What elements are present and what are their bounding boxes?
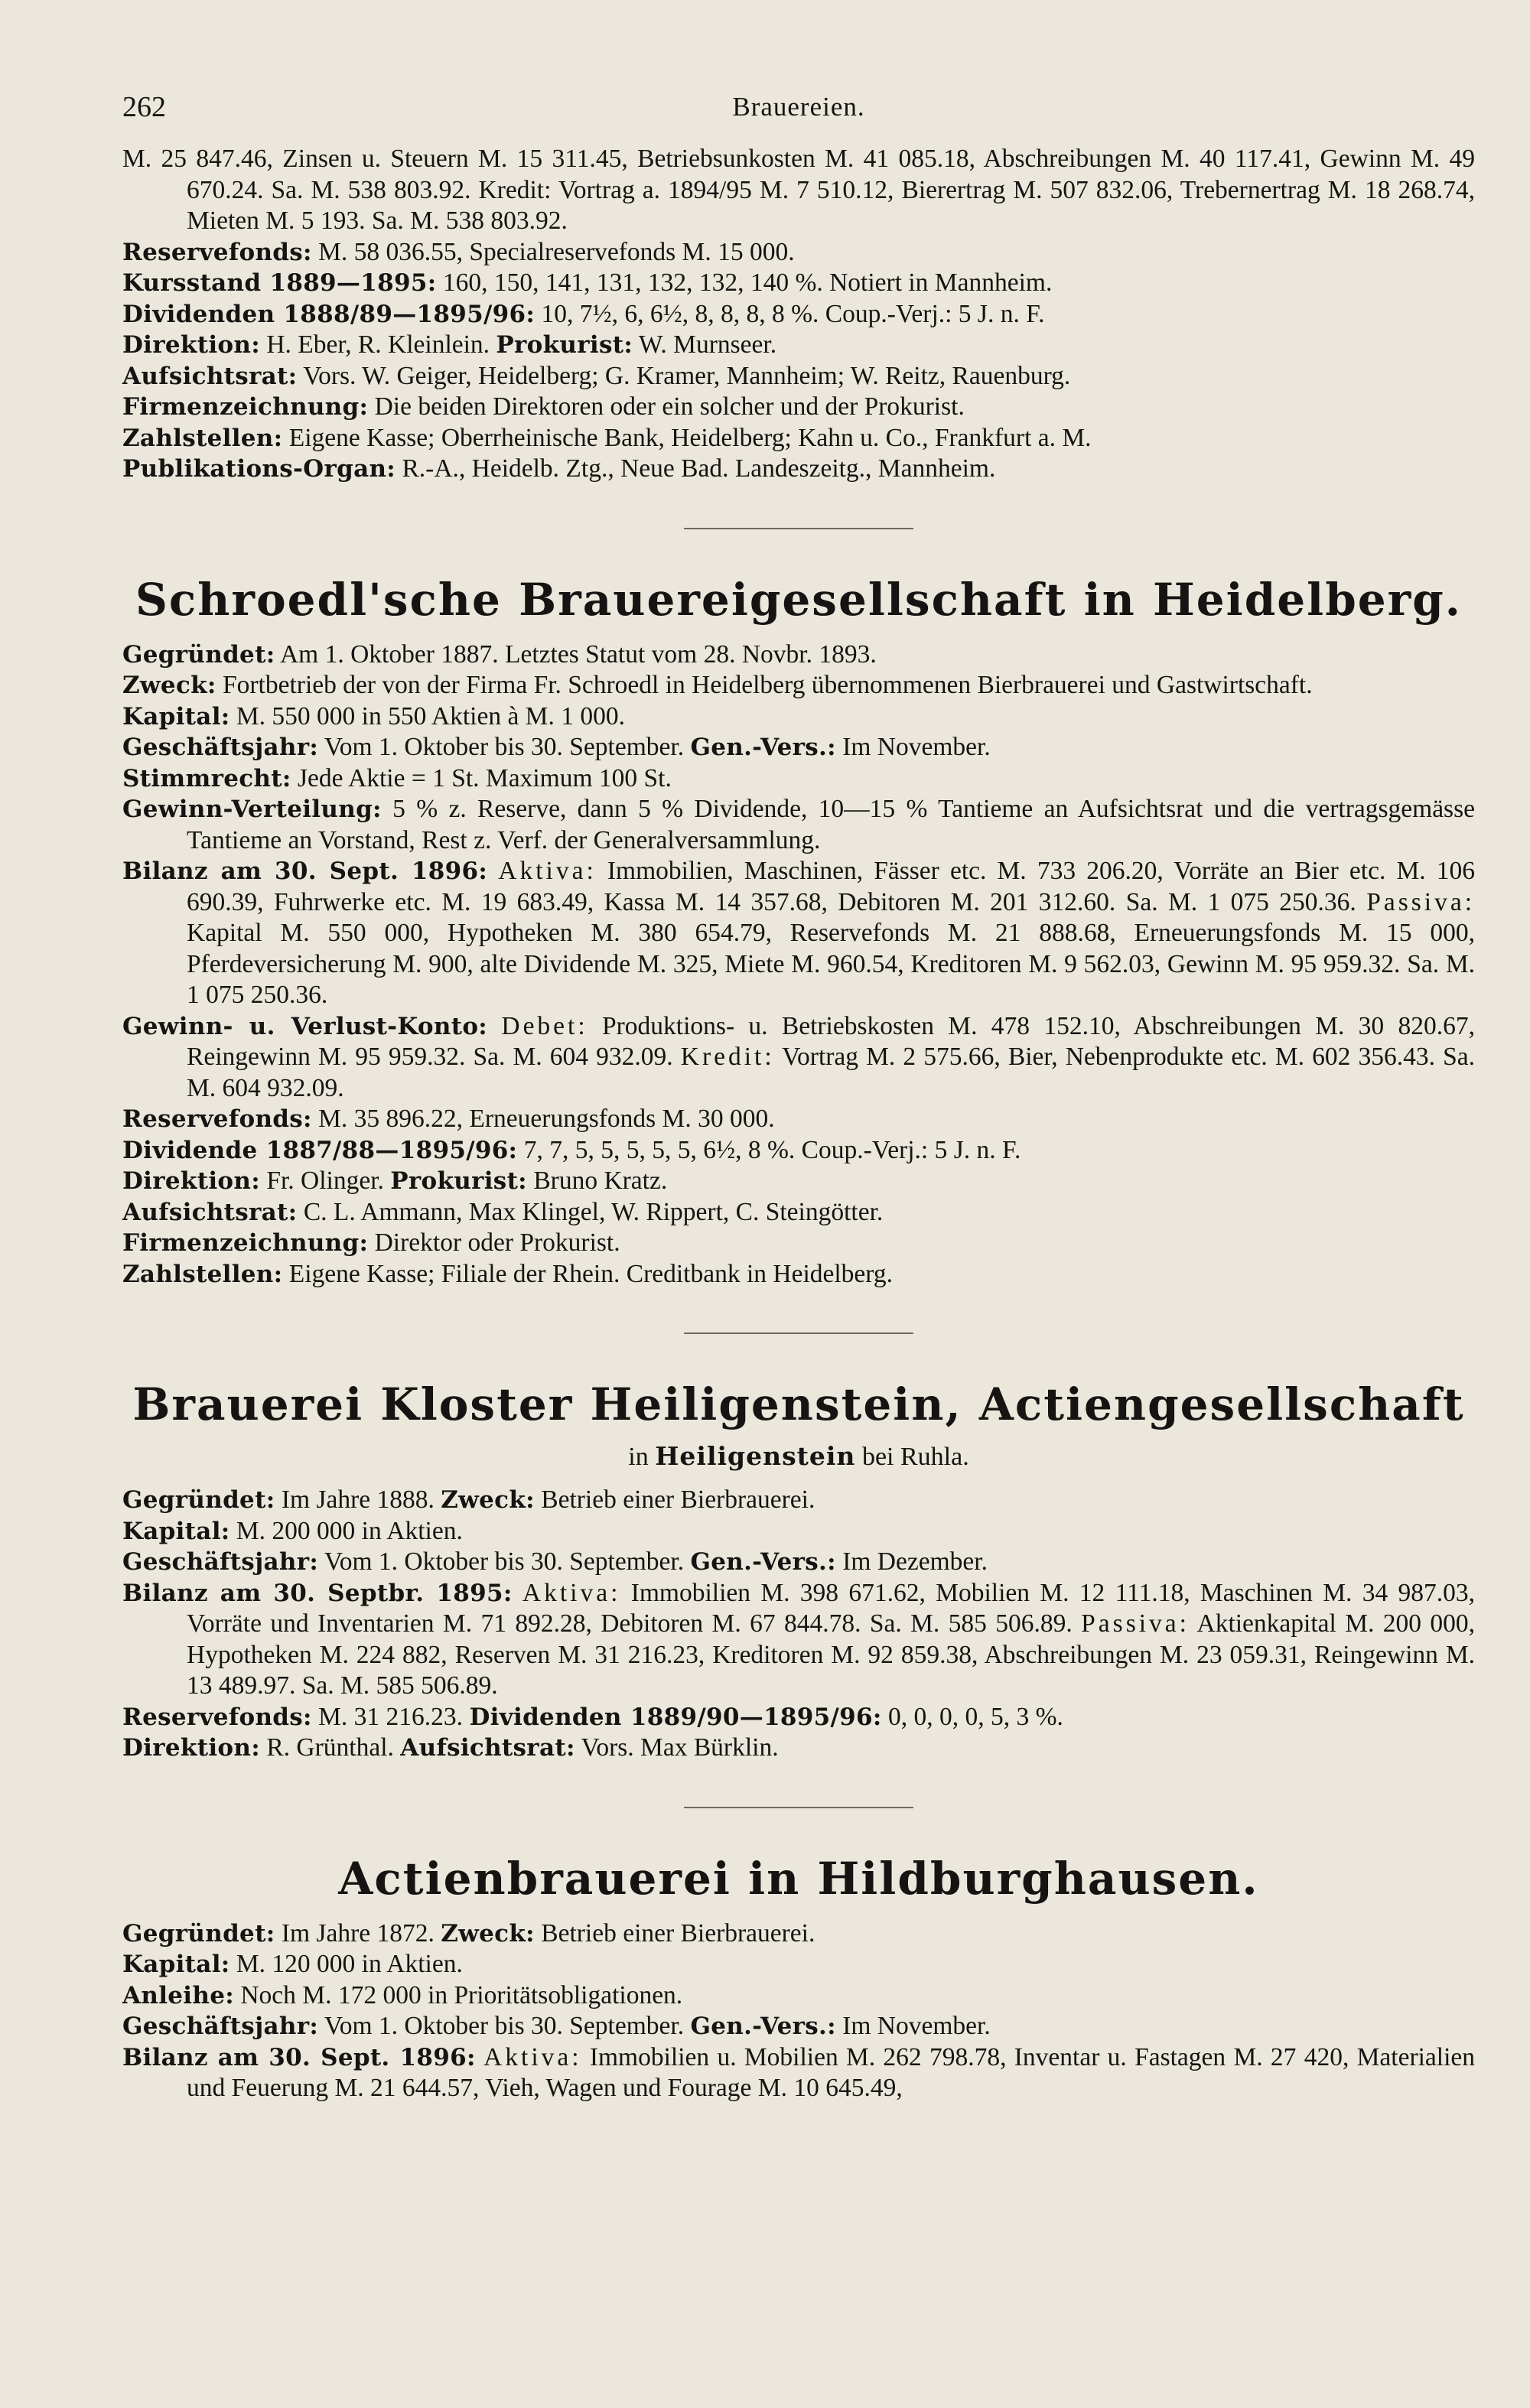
- zahlstellen-line: Zahlstellen: Eigene Kasse; Filiale der Rhein. Creditbank in Heidelberg.: [122, 1259, 893, 1288]
- reserve-line: Reservefonds: M. 35 896.22, Erneuerungsfonds M. 30 000.: [122, 1105, 775, 1133]
- geschaeftsjahr-line: Geschäftsjahr: Vom 1. Oktober bis 30. September. Gen.-Vers.: Im November.: [122, 733, 991, 761]
- geschaeftsjahr-line: Geschäftsjahr: Vom 1. Oktober bis 30. September. Gen.-Vers.: Im November.: [122, 2012, 991, 2040]
- bilanz-line: Bilanz am 30. Septbr. 1895: Aktiva: Immobilien M. 398 671.62, Mobilien M. 12 111.18, Maschinen M. 34 987.03, Vorräte und Inventarien M. 71 892.28, Debitoren M. 67 844.78. Sa. M. 585 506.89. Passiva: Aktienkapital M. 200 000, Hypotheken M. 224 882, Reserven M. 31 216.23, Kreditoren M. 92 859.38, Abschreibungen M. 23 059.31, Reingewinn M. 13 489.97. Sa. M. 585 506.89.: [122, 1578, 1476, 1700]
- continuation-text: M. 25 847.46, Zinsen u. Steuern M. 15 311.45, Betriebsunkosten M. 41 085.18, Abschreibungen M. 40 117.41, Gewinn M. 49 670.24. Sa. M. 538 803.92. Kredit: Vortrag a. 1894/95 M. 7 510.12, Bierertrag M. 507 832.06, Trebernertrag M. 18 268.74, Mieten M. 5 193. Sa. M. 538 803.92.: [122, 145, 1475, 235]
- dividend-line: Dividende 1887/88—1895/96: 7, 7, 5, 5, 5, 5, 5, 6½, 8 %. Coup.-Verj.: 5 J. n. F.: [122, 1135, 1021, 1164]
- gewinnverteilung-line: Gewinn-Verteilung: 5 % z. Reserve, dann 5 % Dividende, 10—15 % Tantieme an Aufsichtsrat und die vertragsgemässe Tantieme an Vorstand, Rest z. Verf. der Generalversammlung.: [122, 795, 1476, 854]
- direktion-line: Direktion: H. Eber, R. Kleinlein. Prokurist: W. Murnseer.: [122, 330, 777, 359]
- dividend-line: Dividenden 1888/89—1895/96: 10, 7½, 6, 6½, 8, 8, 8, 8 %. Coup.-Verj.: 5 J. n. F.: [122, 299, 1045, 328]
- bilanz-line: Bilanz am 30. Sept. 1896: Aktiva: Immobilien u. Mobilien M. 262 798.78, Inventar u. Fastagen M. 27 420, Materialien und Feuerung M. 21 644.57, Vieh, Wagen und Fourage M. 10 645.49,: [122, 2042, 1476, 2102]
- entry-heiligenstein: [122, 1377, 1475, 1764]
- direktion-line: Direktion: Fr. Olinger. Prokurist: Bruno Kratz.: [122, 1167, 668, 1195]
- section-divider: [684, 528, 913, 529]
- kurs-line: Kursstand 1889—1895: 160, 150, 141, 131, 132, 132, 140 %. Notiert in Mannheim.: [122, 268, 1053, 297]
- page-number: 262: [122, 91, 166, 123]
- geschaeftsjahr-line: Geschäftsjahr: Vom 1. Oktober bis 30. September. Gen.-Vers.: Im Dezember.: [122, 1547, 988, 1576]
- reserve-line: Reservefonds: M. 31 216.23. Dividenden 1889/90—1895/96: 0, 0, 0, 0, 5, 3 %.: [122, 1702, 1063, 1731]
- gegruendet-line: Gegründet: Am 1. Oktober 1887. Letztes Statut vom 28. Novbr. 1893.: [122, 639, 877, 669]
- company-title: Actienbrauerei in Hildburghausen.: [338, 1852, 1259, 1905]
- firmenzeichnung-line: Firmenzeichnung: Direktor oder Prokurist.: [122, 1228, 620, 1257]
- company-title: Schroedl'sche Brauereigesellschaft in Heidelberg.: [135, 573, 1462, 626]
- guv-line: Gewinn- u. Verlust-Konto: Debet: Produktions- u. Betriebskosten M. 478 152.10, Abschreibungen M. 30 820.67, Reingewinn M. 95 959.32. Sa. M. 604 932.09. Kredit: Vortrag M. 2 575.66, Bier, Nebenprodukte etc. M. 602 356.43. Sa. M. 604 932.09.: [122, 1011, 1476, 1102]
- company-location: in Heiligenstein bei Ruhla.: [628, 1441, 969, 1471]
- publikation-line: Publikations-Organ: R.-A., Heidelb. Ztg., Neue Bad. Landeszeitg., Mannheim.: [122, 454, 996, 483]
- section-divider: [684, 1807, 913, 1808]
- gegruendet-line: Gegründet: Im Jahre 1872. Zweck: Betrieb einer Bierbrauerei.: [122, 1918, 815, 1948]
- gegruendet-line: Gegründet: Im Jahre 1888. Zweck: Betrieb einer Bierbrauerei.: [122, 1485, 815, 1514]
- zweck-line: Zweck: Fortbetrieb der von der Firma Fr. Schroedl in Heidelberg übernommenen Bierbrauerei und Gastwirtschaft.: [122, 671, 1313, 699]
- entry-hildburghausen: [122, 1851, 1475, 2104]
- kapital-line: Kapital: M. 120 000 in Aktien.: [122, 1950, 463, 1978]
- running-head: Brauereien.: [732, 92, 865, 122]
- aufsichtsrat-line: Aufsichtsrat: Vors. W. Geiger, Heidelberg; G. Kramer, Mannheim; W. Reitz, Rauenburg.: [122, 361, 1071, 390]
- anleihe-line: Anleihe: Noch M. 172 000 in Prioritätsobligationen.: [122, 1980, 683, 2009]
- firmenzeichnung-line: Firmenzeichnung: Die beiden Direktoren oder ein solcher und der Prokurist.: [122, 392, 965, 421]
- stimmrecht-line: Stimmrecht: Jede Aktie = 1 St. Maximum 100 St.: [122, 763, 672, 792]
- zahlstellen-line: Zahlstellen: Eigene Kasse; Oberrheinische Bank, Heidelberg; Kahn u. Co., Frankfurt a. M.: [122, 423, 1092, 452]
- section-divider: [684, 1333, 913, 1334]
- kapital-line: Kapital: M. 200 000 in Aktien.: [122, 1516, 463, 1545]
- page-header: [122, 90, 1475, 144]
- entry-schroedl: [122, 572, 1475, 1290]
- bilanz-line: Bilanz am 30. Sept. 1896: Aktiva: Immobilien, Maschinen, Fässer etc. M. 733 206.20, Vorräte an Bier etc. M. 106 690.39, Fuhrwerke etc. M. 19 683.49, Kassa M. 14 357.68, Debitoren M. 201 312.60. Sa. M. 1 075 250.36. Passiva: Kapital M. 550 000, Hypotheken M. 380 654.79, Reservefonds M. 21 888.68, Erneuerungsfonds M. 15 000, Pferdeversicherung M. 900, alte Dividende M. 325, Miete M. 960.54, Kreditoren M. 9 562.03, Gewinn M. 95 959.32. Sa. M. 1 075 250.36.: [122, 857, 1476, 1009]
- aufsichtsrat-line: Aufsichtsrat: C. L. Ammann, Max Klingel, W. Rippert, C. Steingötter.: [122, 1197, 884, 1226]
- kapital-line: Kapital: M. 550 000 in 550 Aktien à M. 1 000.: [122, 701, 625, 731]
- entry-continued: [122, 144, 1475, 485]
- direktion-line: Direktion: R. Grünthal. Aufsichtsrat: Vors. Max Bürklin.: [122, 1733, 779, 1762]
- company-title: Brauerei Kloster Heiligenstein, Actiengesellschaft: [132, 1378, 1465, 1430]
- reserve-line: Reservefonds: M. 58 036.55, Specialreservefonds M. 15 000.: [122, 237, 795, 266]
